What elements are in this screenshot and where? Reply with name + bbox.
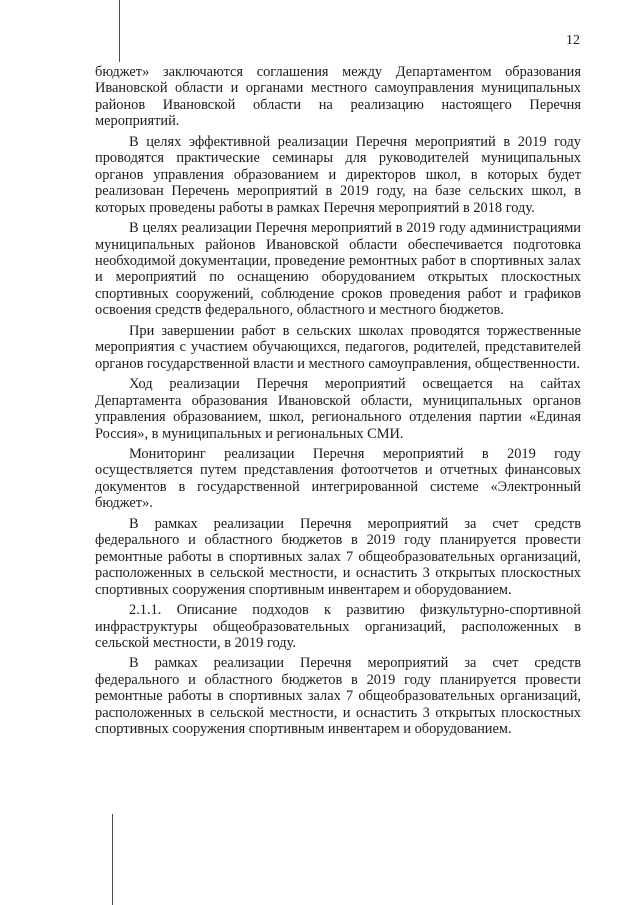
paragraph-planned-repairs: В рамках реализации Перечня мероприятий за счет средств федерального и областного бюджетов в 2019 году планируется провести ремонтные работы в спортивных залах 7 общеобразовательных организаций, расположенных в сельской местности, и оснастить 3 открытых плоскостных спортивных сооружения спортивным инвентарем и оборудованием. — [95, 515, 581, 598]
section-heading-2-1-1: 2.1.1. Описание подходов к развитию физкультурно-спортивной инфраструктуры общеобразовательных организаций, расположенных в сельской местности, в 2019 году. — [95, 602, 581, 651]
paragraph-seminars: В целях эффективной реализации Перечня мероприятий в 2019 году проводятся практические семинары для руководителей муниципальных органов управления образованием и директоров школ, в которых будет реализован Перечень мероприятий в 2019 году, на базе сельских школ, в которых проведены работы в рамках Перечня мероприятий в 2018 году. — [95, 133, 581, 216]
scan-margin-line-bottom — [112, 814, 113, 905]
page-number: 12 — [566, 33, 580, 48]
paragraph-continuation: бюджет» заключаются соглашения между Департаментом образования Ивановской области и органами местного самоуправления муниципальных районов Ивановской области на реализацию настоящего Перечня мероприятий. — [95, 64, 581, 130]
paragraph-ceremonies: При завершении работ в сельских школах проводятся торжественные мероприятия с участием обучающихся, педагогов, родителей, представителей органов государственной власти и местного самоуправления, общественности. — [95, 322, 581, 372]
scan-margin-line-top — [119, 0, 120, 62]
paragraph-monitoring: Мониторинг реализации Перечня мероприятий в 2019 году осуществляется путем представления фотоотчетов и отчетных финансовых документов в государственной интегрированной системе «Электронный бюджет». — [95, 445, 581, 512]
document-body — [95, 64, 581, 742]
paragraph-planned-repairs-repeat: В рамках реализации Перечня мероприятий за счет средств федерального и областного бюджетов в 2019 году планируется провести ремонтные работы в спортивных залах 7 общеобразовательных организаций, расположенных в сельской местности, и оснастить 3 открытых плоскостных спортивных сооружения спортивным инвентарем и оборудованием. — [95, 655, 581, 738]
paragraph-administrations: В целях реализации Перечня мероприятий в 2019 году администрациями муниципальных районов Ивановской области обеспечивается подготовка необходимой документации, проведение ремонтных работ в спортивных залах и мероприятий по оснащению оборудованием открытых плоскостных спортивных сооружений, соблюдение сроков проведения работ и графиков освоения средств федерального, областного и местного бюджетов. — [95, 220, 581, 319]
paragraph-media-coverage: Ход реализации Перечня мероприятий освещается на сайтах Департамента образования Ивановской области, муниципальных органов управления образованием, школ, регионального отделения партии «Единая Россия», в муниципальных и региональных СМИ. — [95, 376, 581, 442]
